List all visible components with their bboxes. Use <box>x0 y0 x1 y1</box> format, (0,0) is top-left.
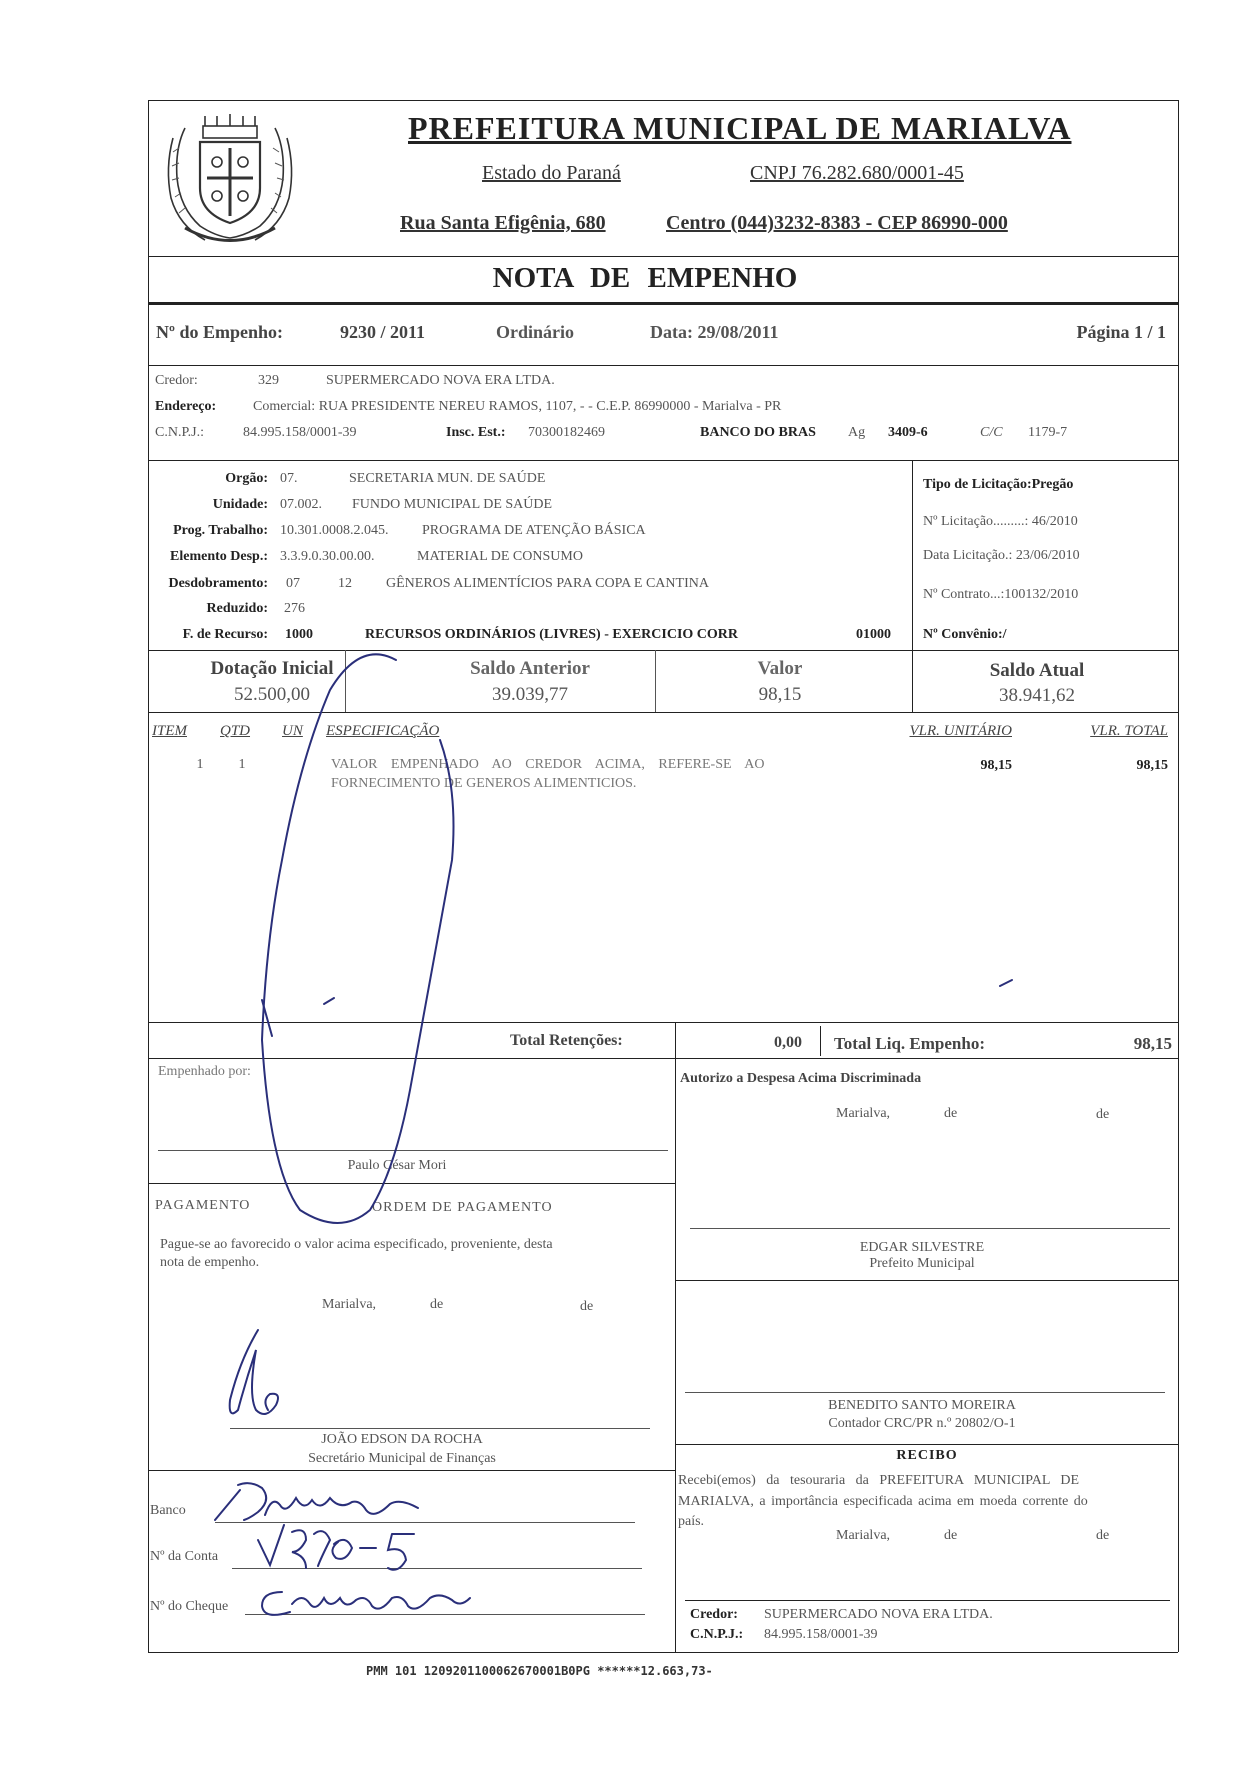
pagamento-divider <box>148 1183 675 1184</box>
empenho-type: Ordinário <box>496 322 575 342</box>
recurso-subcode: 01000 <box>856 627 891 642</box>
unidade-code: 07.002. <box>280 497 322 512</box>
elemento-name: MATERIAL DE CONSUMO <box>417 549 583 564</box>
header-cnpj: CNPJ 76.282.680/0001-45 <box>750 162 964 184</box>
recibo-title: RECIBO <box>896 1448 958 1463</box>
page-title: PREFEITURA MUNICIPAL DE MARIALVA <box>408 110 1072 146</box>
credor-label: Credor: <box>155 373 198 388</box>
retencoes-value: 0,00 <box>774 1034 802 1051</box>
prog-name: PROGRAMA DE ATENÇÃO BÁSICA <box>422 523 646 538</box>
contador-cargo: Contador CRC/PR n.º 20802/O-1 <box>828 1416 1016 1431</box>
pagamento-de-1: de <box>430 1297 444 1312</box>
insc-label: Insc. Est.: <box>446 425 506 440</box>
licitacao-contrato: Nº Contrato...:100132/2010 <box>923 587 1079 602</box>
retencoes-label: Total Retenções: <box>510 1032 623 1049</box>
conta-line <box>232 1568 642 1569</box>
empenhado-sign-line <box>158 1150 668 1151</box>
licitacao-divider <box>912 460 913 712</box>
page-indicator: Página 1 / 1 <box>1076 322 1166 342</box>
col-header-vlr-total: VLR. TOTAL <box>1090 723 1168 739</box>
desdobramento-code-1: 07 <box>286 576 300 591</box>
cnpj-value: 84.995.158/0001-39 <box>243 425 357 440</box>
secretario-nome: JOÃO EDSON DA ROCHA <box>321 1432 483 1447</box>
orgao-code: 07. <box>280 471 298 486</box>
document-title: NOTA DE EMPENHO <box>492 262 798 294</box>
saldo-col-1 <box>345 650 346 712</box>
state-name: Estado do Paraná <box>482 162 621 184</box>
item-total-price: 98,15 <box>1136 758 1168 773</box>
elemento-code: 3.3.9.0.30.00.00. <box>280 549 375 564</box>
empenho-number: 9230 / 2011 <box>340 322 426 342</box>
frame-bottom-border <box>148 1652 1178 1653</box>
desdobramento-name: GÊNEROS ALIMENTÍCIOS PARA COPA E CANTINA <box>386 576 709 591</box>
recurso-label: F. de Recurso: <box>182 627 268 642</box>
autorizo-de-1: de <box>944 1106 958 1121</box>
col-header-item: ITEM <box>152 723 187 739</box>
desdobramento-code-2: 12 <box>338 576 352 591</box>
pague-text-line-2: nota de empenho. <box>160 1255 260 1270</box>
secretario-sign-line <box>230 1428 650 1429</box>
ordem-pagamento-label: ORDEM DE PAGAMENTO <box>372 1200 553 1215</box>
totals-divider <box>820 1026 821 1056</box>
secretario-divider <box>148 1470 675 1471</box>
prefeito-divider <box>675 1280 1178 1281</box>
dotacao-inicial-value: 52.500,00 <box>234 684 310 705</box>
recibo-de-2: de <box>1096 1528 1110 1543</box>
banco-handwriting <box>215 1483 418 1520</box>
col-header-vlr-unitario: VLR. UNITÁRIO <box>909 723 1012 739</box>
autorizo-city: Marialva, <box>836 1106 891 1121</box>
title-divider <box>148 302 1178 305</box>
col-header-qtd: QTD <box>220 723 251 739</box>
recurso-code: 1000 <box>285 627 313 642</box>
autorizo-de-2: de <box>1096 1107 1110 1122</box>
dotacao-inicial-label: Dotação Inicial <box>210 658 334 679</box>
reduzido-label: Reduzido: <box>206 601 268 616</box>
frame-top-border <box>148 100 1178 101</box>
header-contact: Centro (044)3232-8383 - CEP 86990-000 <box>666 212 1008 234</box>
credor-name: SUPERMERCADO NOVA ERA LTDA. <box>326 373 555 388</box>
agency-value: 3409-6 <box>888 425 928 440</box>
recibo-text-line-1: Recebi(emos) da tesouraria da PREFEITURA MUNICIPAL DE <box>678 1473 1080 1488</box>
empenho-date: Data: 29/08/2011 <box>650 322 779 342</box>
cheque-label: Nº do Cheque <box>150 1599 229 1614</box>
recurso-name: RECURSOS ORDINÁRIOS (LIVRES) - EXERCICIO CORR <box>365 627 738 642</box>
saldo-anterior-label: Saldo Anterior <box>470 658 590 679</box>
recibo-cnpj-label: C.N.P.J.: <box>690 1627 744 1642</box>
recibo-de-1: de <box>944 1528 958 1543</box>
liquido-value: 98,15 <box>1133 1034 1172 1053</box>
banco-line <box>215 1522 635 1523</box>
saldo-atual-label: Saldo Atual <box>989 660 1085 681</box>
prog-label: Prog. Trabalho: <box>173 523 268 538</box>
frame-right-border <box>1178 100 1179 1652</box>
endereco-label: Endereço: <box>155 399 217 414</box>
empenho-divider <box>148 365 1178 366</box>
pagamento-label: PAGAMENTO <box>155 1198 251 1213</box>
licitacao-numero: Nº Licitação.........: 46/2010 <box>923 514 1078 529</box>
unidade-name: FUNDO MUNICIPAL DE SAÚDE <box>352 497 553 512</box>
saldo-atual-value: 38.941,62 <box>999 685 1075 706</box>
contador-divider <box>675 1444 1178 1445</box>
conta-label: Nº da Conta <box>150 1549 219 1564</box>
mechanical-stamp: PMM 101 1209201100062670001B0PG ******12.663,73- <box>366 1664 713 1678</box>
recibo-city: Marialva, <box>836 1528 891 1543</box>
secretario-signature <box>230 1330 278 1414</box>
col-header-especificacao: ESPECIFICAÇÃO <box>326 723 440 739</box>
contador-sign-line <box>685 1392 1165 1393</box>
recibo-cnpj-value: 84.995.158/0001-39 <box>764 1627 878 1642</box>
totals-bottom-divider <box>148 1058 1178 1059</box>
contador-nome: BENEDITO SANTO MOREIRA <box>828 1398 1016 1413</box>
elemento-label: Elemento Desp.: <box>170 549 268 564</box>
item-spec-line-1: VALOR EMPENHADO AO CREDOR ACIMA, REFERE-SE AO <box>331 757 765 772</box>
licitacao-data: Data Licitação.: 23/06/2010 <box>923 548 1080 563</box>
empenho-number-label: Nº do Empenho: <box>156 322 283 342</box>
item-spec-line-2: FORNECIMENTO DE GENEROS ALIMENTICIOS. <box>331 776 637 791</box>
coat-of-arms-icon <box>155 108 305 250</box>
cnpj-label: C.N.P.J.: <box>155 425 205 440</box>
recibo-text-line-2: MARIALVA, a importância especificada acima em moeda corrente do <box>678 1494 1088 1509</box>
unidade-label: Unidade: <box>212 497 268 512</box>
prog-code: 10.301.0008.2.045. <box>280 523 389 538</box>
prefeito-cargo: Prefeito Municipal <box>869 1256 975 1271</box>
credor-sign-line <box>685 1600 1170 1601</box>
item-qtd: 1 <box>238 757 246 772</box>
recibo-text-line-3: país. <box>678 1514 705 1529</box>
lower-center-divider <box>675 1022 676 1652</box>
liquido-label: Total Liq. Empenho: <box>834 1034 985 1053</box>
reduzido-value: 276 <box>284 601 305 616</box>
cheque-line <box>245 1614 645 1615</box>
orgao-label: Orgão: <box>225 471 268 486</box>
prefeito-nome: EDGAR SILVESTRE <box>859 1240 985 1255</box>
pagamento-de-2: de <box>580 1299 594 1314</box>
header-divider <box>148 256 1178 257</box>
col-header-un: UN <box>282 723 303 739</box>
banco-label: Banco <box>150 1503 186 1518</box>
agency-label: Ag <box>848 425 866 440</box>
saldo-col-2 <box>655 650 656 712</box>
pague-text-line-1: Pague-se ao favorecido o valor acima especificado, proveniente, desta <box>160 1237 553 1252</box>
recibo-credor-nome: SUPERMERCADO NOVA ERA LTDA. <box>764 1607 993 1622</box>
account-value: 1179-7 <box>1028 425 1068 440</box>
conta-handwriting <box>258 1525 414 1570</box>
credor-divider <box>148 460 1178 461</box>
item-number: 1 <box>196 757 204 772</box>
recibo-credor-label: Credor: <box>690 1607 738 1622</box>
secretario-cargo: Secretário Municipal de Finanças <box>308 1451 496 1466</box>
licitacao-tipo: Tipo de Licitação:Pregão <box>923 477 1074 492</box>
account-label: C/C <box>980 425 1003 440</box>
saldos-divider <box>148 712 1178 713</box>
credor-code: 329 <box>258 373 279 388</box>
pagamento-city: Marialva, <box>322 1297 377 1312</box>
valor-label: Valor <box>757 658 803 679</box>
item-unit-price: 98,15 <box>980 758 1012 773</box>
saldo-anterior-value: 39.039,77 <box>492 684 568 705</box>
desdobramento-label: Desdobramento: <box>168 576 268 591</box>
dotacao-divider <box>148 650 1178 651</box>
valor-value: 98,15 <box>758 684 802 705</box>
bank-name: BANCO DO BRAS <box>700 425 816 440</box>
autorizo-label: Autorizo a Despesa Acima Discriminada <box>680 1071 922 1086</box>
empenhado-por-label: Empenhado por: <box>158 1064 251 1079</box>
cheque-handwriting <box>262 1592 470 1615</box>
prefeito-sign-line <box>690 1228 1170 1229</box>
header-address: Rua Santa Efigênia, 680 <box>400 212 606 234</box>
empenhado-nome: Paulo César Mori <box>347 1158 447 1173</box>
endereco-value: Comercial: RUA PRESIDENTE NEREU RAMOS, 1107, - - C.E.P. 86990000 - Marialva - PR <box>253 399 782 414</box>
orgao-name: SECRETARIA MUN. DE SAÚDE <box>349 471 546 486</box>
insc-value: 70300182469 <box>528 425 605 440</box>
frame-left-border <box>148 100 149 1652</box>
licitacao-convenio: Nº Convênio:/ <box>923 627 1007 642</box>
items-bottom-divider <box>148 1022 1178 1023</box>
